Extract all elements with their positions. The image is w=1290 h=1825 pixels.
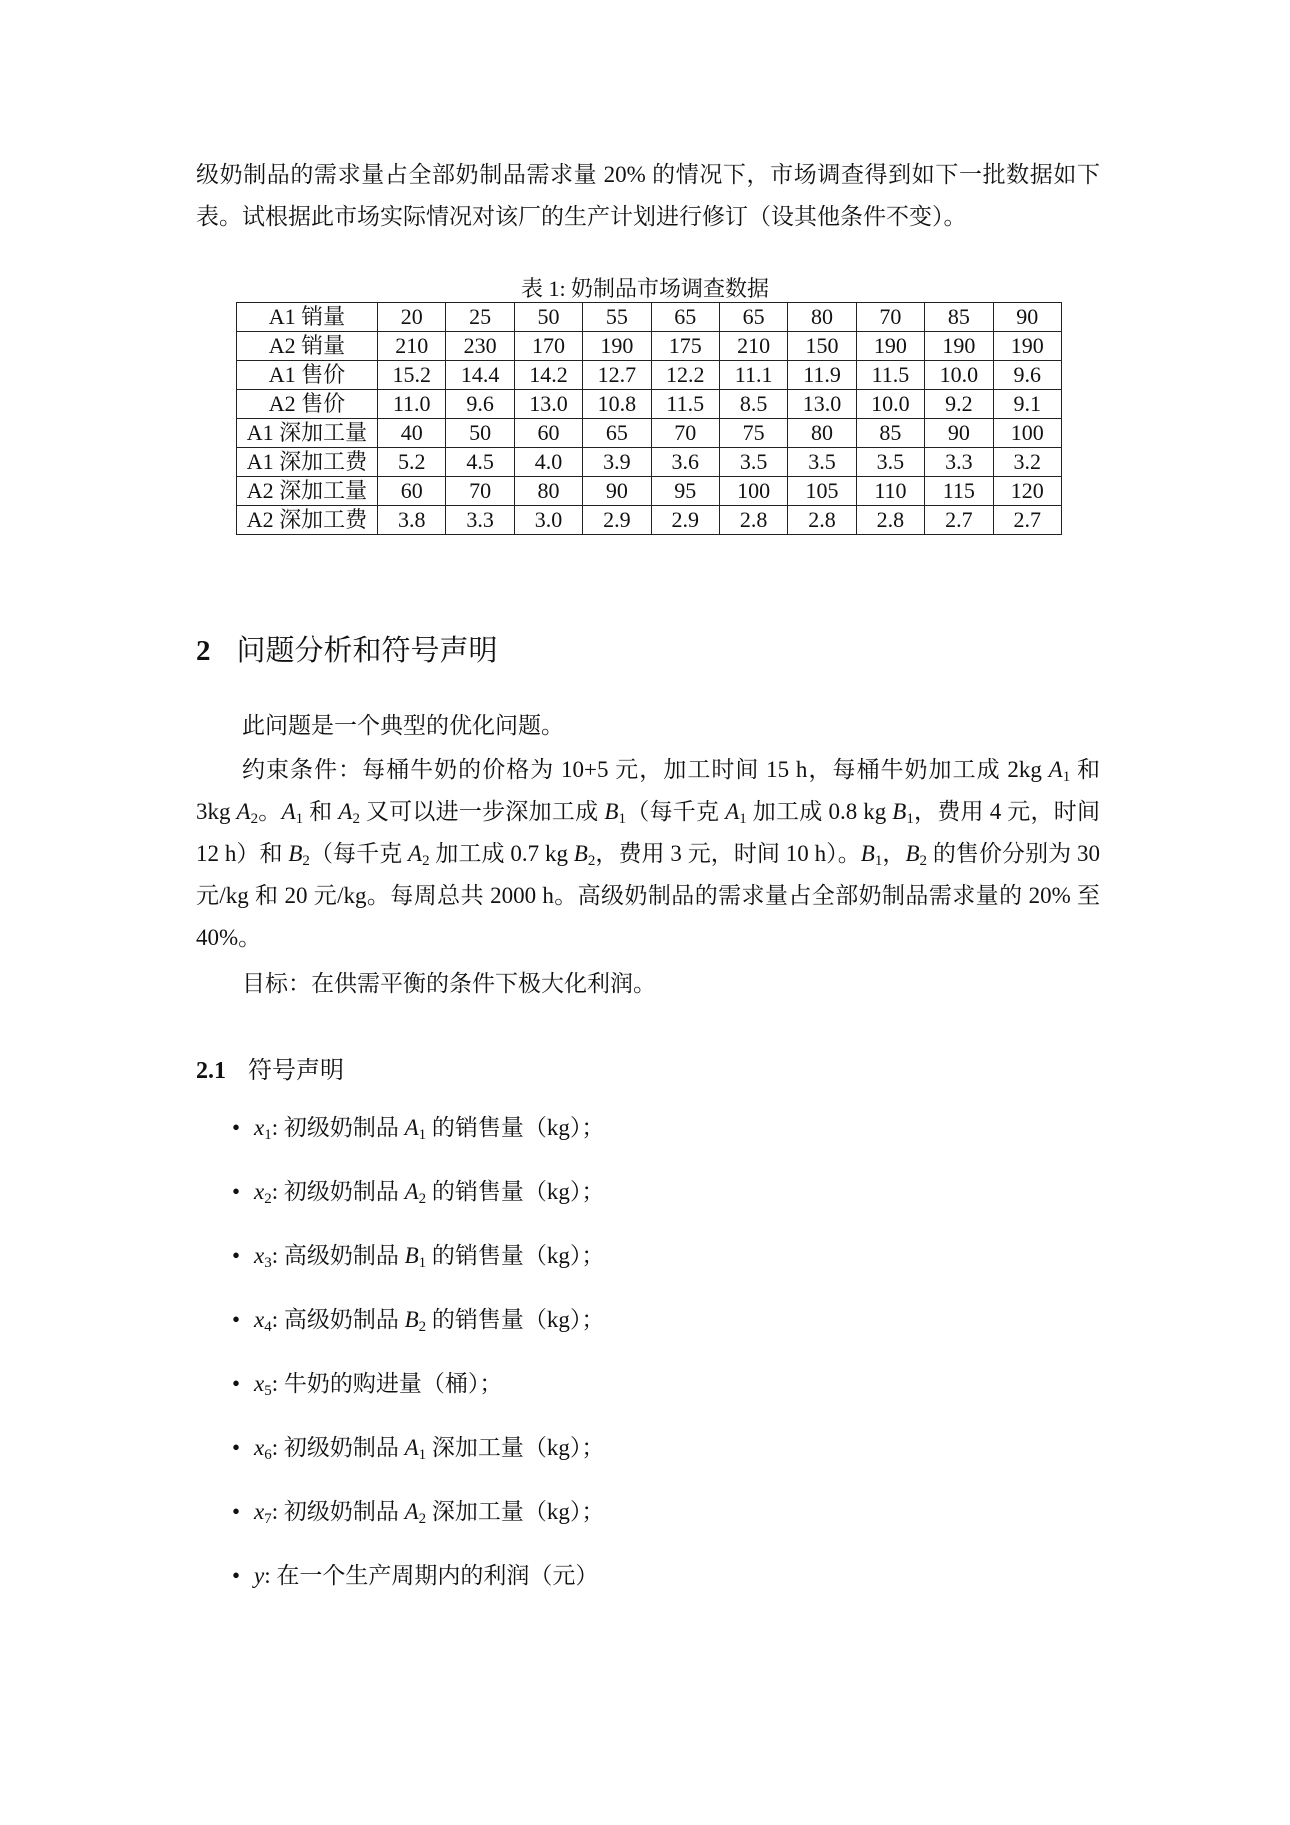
table-cell: 70 — [856, 303, 924, 332]
constraints-paragraph: 约束条件：每桶牛奶的价格为 10+5 元，加工时间 15 h，每桶牛奶加工成 2kg $A_1$ 和 3kg $A_2$。$A_1$ 和 $A_2$ 又可以进一步深加工成 $B_1$（每千克 $A_1$ 加工成 0.8 kg $B_1$，费用 4 元，时间 12 h）和 $B_2$（每千克 $A_2$ 加工成 0.7 kg $B_2$，费用 3 元，时间 10 h）。$B_1$，$B_2$ 的售价分别为 30 元/kg 和 20 元/kg。每周总共 2000 h。高级奶制品的需求量占全部奶制品需求量的 20% 至 40%。 — [196, 757, 1101, 950]
table-cell: 25 — [446, 303, 514, 332]
section-title: 问题分析和符号声明 — [236, 633, 498, 667]
table-cell: 190 — [856, 332, 924, 361]
table-cell: 2.8 — [719, 506, 787, 535]
bullet: • — [232, 1499, 241, 1524]
variable-symbol: x — [254, 1243, 265, 1268]
list-item: • $x_1$: 初级奶制品 $A_1$ 的销售量（kg）； — [232, 1110, 604, 1174]
table-cell: 8.5 — [719, 390, 787, 419]
table-cell: 10.0 — [925, 361, 993, 390]
table-cell: 90 — [583, 477, 651, 506]
table-cell: 50 — [514, 303, 582, 332]
table-row — [237, 332, 1062, 361]
table-cell: 13.0 — [514, 390, 582, 419]
table-cell: 11.5 — [651, 390, 719, 419]
row-label: A1 深加工费 — [237, 448, 378, 477]
subsection-title: 符号声明 — [248, 1056, 344, 1084]
table-cell: 85 — [856, 419, 924, 448]
table-cell: 3.2 — [993, 448, 1061, 477]
table-cell: 230 — [446, 332, 514, 361]
table-cell: 14.4 — [446, 361, 514, 390]
variable-symbol: x — [254, 1179, 265, 1204]
table-cell: 4.5 — [446, 448, 514, 477]
table-cell: 2.7 — [925, 506, 993, 535]
table-cell: 9.6 — [993, 361, 1061, 390]
variable-symbol: x — [254, 1435, 265, 1460]
table-cell: 3.9 — [583, 448, 651, 477]
table-cell: 20 — [378, 303, 446, 332]
table-cell: 80 — [788, 419, 856, 448]
table-cell: 100 — [993, 419, 1061, 448]
table-cell: 5.2 — [378, 448, 446, 477]
row-label: A1 售价 — [237, 361, 378, 390]
list-item: • $x_4$: 高级奶制品 $B_2$ 的销售量（kg）； — [232, 1302, 604, 1366]
table-cell: 170 — [514, 332, 582, 361]
table-cell: 12.7 — [583, 361, 651, 390]
section-2-1-heading — [196, 1052, 344, 1089]
table-row — [237, 448, 1062, 477]
table-cell: 190 — [993, 332, 1061, 361]
table-cell: 210 — [378, 332, 446, 361]
symbol-list — [232, 1110, 604, 1622]
list-item: • $x_3$: 高级奶制品 $B_1$ 的销售量（kg）； — [232, 1238, 604, 1302]
table-cell: 4.0 — [514, 448, 582, 477]
table-cell: 110 — [856, 477, 924, 506]
table-cell: 3.3 — [925, 448, 993, 477]
table-cell: 11.9 — [788, 361, 856, 390]
table-cell: 115 — [925, 477, 993, 506]
list-item: • $x_6$: 初级奶制品 $A_1$ 深加工量（kg）； — [232, 1430, 604, 1494]
table-cell: 9.6 — [446, 390, 514, 419]
variable-symbol: y — [254, 1563, 265, 1588]
table-cell: 11.5 — [856, 361, 924, 390]
table-cell: 100 — [719, 477, 787, 506]
intro-paragraph: 级奶制品的需求量占全部奶制品需求量 20% 的情况下，市场调查得到如下一批数据如下表。试根据此市场实际情况对该厂的生产计划进行修订（设其他条件不变）。 — [196, 162, 1100, 229]
market-survey-table — [236, 302, 1062, 535]
table-cell: 80 — [788, 303, 856, 332]
row-label: A1 深加工量 — [237, 419, 378, 448]
bullet: • — [232, 1307, 241, 1332]
table-cell: 175 — [651, 332, 719, 361]
table-cell: 2.9 — [583, 506, 651, 535]
list-item: • $x_2$: 初级奶制品 $A_2$ 的销售量（kg）； — [232, 1174, 604, 1238]
table-cell: 12.2 — [651, 361, 719, 390]
row-label: A2 售价 — [237, 390, 378, 419]
row-label: A1 销量 — [237, 303, 378, 332]
row-label: A2 销量 — [237, 332, 378, 361]
row-label: A2 深加工费 — [237, 506, 378, 535]
table-cell: 3.5 — [788, 448, 856, 477]
table-cell: 2.8 — [856, 506, 924, 535]
table-cell: 60 — [378, 477, 446, 506]
table-cell: 10.0 — [856, 390, 924, 419]
table-cell: 210 — [719, 332, 787, 361]
table-cell: 90 — [993, 303, 1061, 332]
objective-paragraph: 目标：在供需平衡的条件下极大化利润。 — [242, 971, 656, 996]
table-cell: 3.3 — [446, 506, 514, 535]
bullet: • — [232, 1563, 241, 1588]
table-row — [237, 506, 1062, 535]
table-cell: 2.8 — [788, 506, 856, 535]
table-cell: 2.9 — [651, 506, 719, 535]
table-cell: 85 — [925, 303, 993, 332]
section-number: 2 — [196, 635, 211, 667]
table-cell: 190 — [583, 332, 651, 361]
list-item: • y: 在一个生产周期内的利润（元） — [232, 1558, 604, 1622]
row-label: A2 深加工量 — [237, 477, 378, 506]
table-cell: 3.0 — [514, 506, 582, 535]
table-cell: 105 — [788, 477, 856, 506]
table-cell: 10.8 — [583, 390, 651, 419]
table-cell: 95 — [651, 477, 719, 506]
variable-symbol: x — [254, 1499, 265, 1524]
table-cell: 90 — [925, 419, 993, 448]
table-cell: 11.0 — [378, 390, 446, 419]
table-cell: 9.2 — [925, 390, 993, 419]
table-cell: 150 — [788, 332, 856, 361]
bullet: • — [232, 1115, 241, 1140]
list-item: • $x_7$: 初级奶制品 $A_2$ 深加工量（kg）； — [232, 1494, 604, 1558]
table-caption: 表 1: 奶制品市场调查数据 — [520, 276, 770, 301]
table-row — [237, 361, 1062, 390]
table-cell: 15.2 — [378, 361, 446, 390]
table-cell: 9.1 — [993, 390, 1061, 419]
table-cell: 190 — [925, 332, 993, 361]
table-row — [237, 390, 1062, 419]
variable-symbol: x — [254, 1307, 265, 1332]
table-row — [237, 477, 1062, 506]
table-cell: 75 — [719, 419, 787, 448]
table-cell: 50 — [446, 419, 514, 448]
analysis-paragraph: 此问题是一个典型的优化问题。 — [242, 713, 564, 738]
table-cell: 2.7 — [993, 506, 1061, 535]
table-cell: 40 — [378, 419, 446, 448]
list-item: • $x_5$: 牛奶的购进量（桶）； — [232, 1366, 604, 1430]
table-cell: 65 — [651, 303, 719, 332]
table-cell: 120 — [993, 477, 1061, 506]
variable-symbol: x — [254, 1371, 265, 1396]
table-cell: 14.2 — [514, 361, 582, 390]
bullet: • — [232, 1371, 241, 1396]
table-cell: 3.6 — [651, 448, 719, 477]
bullet: • — [232, 1179, 241, 1204]
section-2-heading — [196, 630, 498, 671]
table-cell: 11.1 — [719, 361, 787, 390]
table-cell: 80 — [514, 477, 582, 506]
table-cell: 65 — [583, 419, 651, 448]
subsection-number: 2.1 — [196, 1058, 226, 1084]
bullet: • — [232, 1435, 241, 1460]
bullet: • — [232, 1243, 241, 1268]
table-cell: 70 — [446, 477, 514, 506]
table-cell: 3.5 — [719, 448, 787, 477]
table-cell: 13.0 — [788, 390, 856, 419]
table-cell: 55 — [583, 303, 651, 332]
table-cell: 3.8 — [378, 506, 446, 535]
variable-symbol: x — [254, 1115, 265, 1140]
table-cell: 65 — [719, 303, 787, 332]
table-row — [237, 419, 1062, 448]
table-cell: 60 — [514, 419, 582, 448]
table-cell: 70 — [651, 419, 719, 448]
table-row — [237, 303, 1062, 332]
table-cell: 3.5 — [856, 448, 924, 477]
